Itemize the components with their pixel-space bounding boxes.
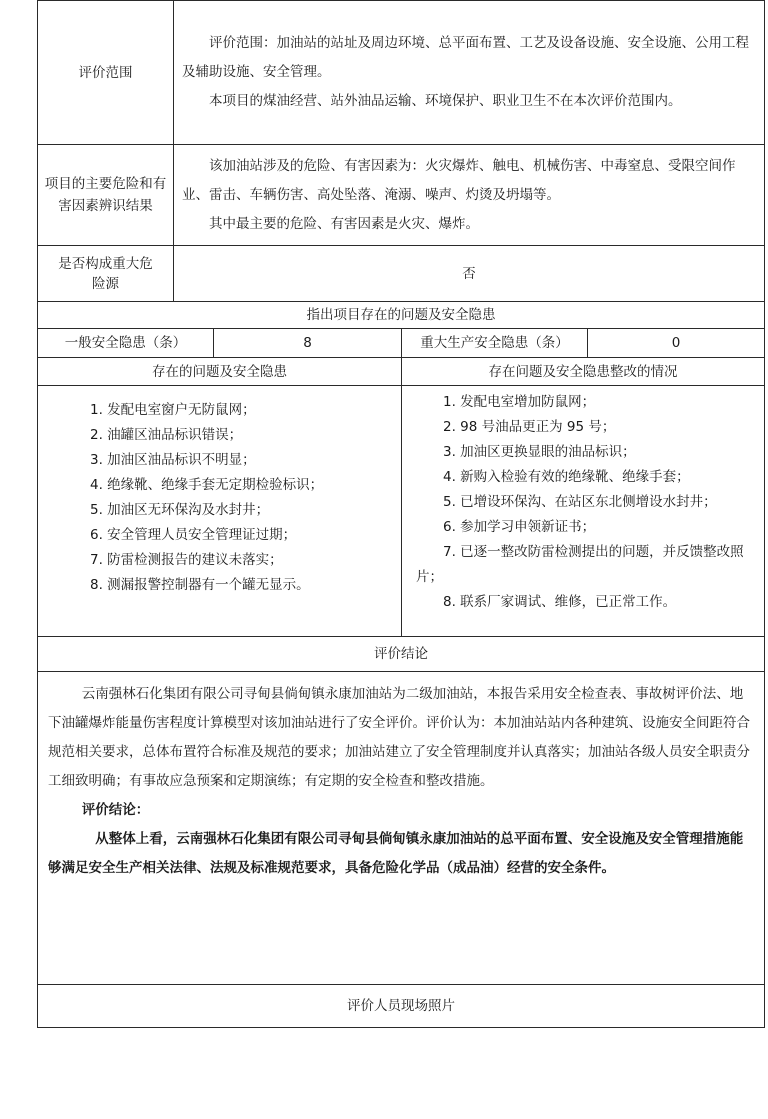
issues-header: 指出项目存在的问题及安全隐患 (38, 302, 765, 329)
list-item: 8. 联系厂家调试、维修，已正常工作。 (443, 594, 677, 610)
list-item: 6. 参加学习申领新证书； (443, 519, 596, 535)
general-hazard-count: 8 (214, 329, 402, 358)
conclusion-body: 云南强林石化集团有限公司寻甸县倘甸镇永康加油站为二级加油站，本报告采用安全检查表、事故树评价法、地下油罐爆炸能量伤害程度计算模型对该加油站进行了安全评价。评价认为：本加油站站内各种建筑、设施安全间距符合规范相关要求，总体布置符合标准及规范的要求；加油站建立了安全管理制度并认真落实；加油站各级人员安全职责分工细致明确；有事故应急预案和定期演练；有定期的安全检查和整改措施。 (48, 686, 750, 789)
hazards-paragraph: 其中最主要的危险、有害因素是火灾、爆炸。 (209, 215, 479, 232)
problems-list (38, 386, 401, 610)
fixes-list (402, 386, 764, 619)
list-item: 6. 安全管理人员安全管理证过期； (90, 527, 297, 543)
hazards-label: 项目的主要危险和有害因素辨识结果 (38, 145, 174, 246)
major-hazard-count: 0 (588, 329, 765, 358)
scope-cell (174, 1, 765, 145)
scope-label: 评价范围 (38, 1, 174, 145)
list-item: 7. 防雷检测报告的建议未落实； (90, 552, 283, 568)
general-hazard-label: 一般安全隐患（条） (38, 329, 214, 358)
evaluation-table (37, 0, 765, 1028)
scope-paragraph: 评价范围：加油站的站址及周边环境、总平面布置、工艺及设备设施、安全设施、公用工程及辅助设施、安全管理。 (182, 35, 749, 80)
list-item: 2. 98 号油品更正为 95 号； (443, 419, 616, 435)
conclusion-subheading: 评价结论： (81, 802, 150, 818)
list-item: 1. 发配电室窗户无防鼠网； (90, 402, 256, 418)
list-item: 2. 油罐区油品标识错误； (90, 427, 243, 443)
conclusion-header: 评价结论 (38, 637, 765, 672)
list-item: 3. 加油区油品标识不明显； (90, 452, 256, 468)
list-item: 5. 加油区无环保沟及水封井； (90, 502, 270, 518)
hazards-cell (174, 145, 765, 246)
major-hazard-label: 是否构成重大危险源 (38, 246, 174, 302)
conclusion-cell (38, 672, 765, 985)
list-item: 4. 新购入检验有效的绝缘靴、绝缘手套； (443, 469, 690, 485)
major-hazard-value: 否 (174, 246, 765, 302)
major-hazard-count-label: 重大生产安全隐患（条） (402, 329, 588, 358)
photos-header: 评价人员现场照片 (38, 985, 765, 1028)
conclusion-final: 从整体上看，云南强林石化集团有限公司寻甸县倘甸镇永康加油站的总平面布置、安全设施及安全管理措施能够满足安全生产相关法律、法规及标准规范要求，具备危险化学品（成品油）经营的安全条件。 (48, 831, 744, 876)
scope-paragraph: 本项目的煤油经营、站外油品运输、环境保护、职业卫生不在本次评价范围内。 (209, 93, 682, 109)
fixes-cell (402, 386, 765, 637)
problems-cell (38, 386, 402, 637)
problems-header: 存在的问题及安全隐患 (38, 358, 402, 386)
list-item: 5. 已增设环保沟、在站区东北侧增设水封井； (443, 494, 717, 510)
fixes-header: 存在问题及安全隐患整改的情况 (402, 358, 765, 386)
list-item: 1. 发配电室增加防鼠网； (443, 394, 596, 410)
list-item: 8. 测漏报警控制器有一个罐无显示。 (90, 577, 310, 593)
hazards-paragraph: 该加油站涉及的危险、有害因素为：火灾爆炸、触电、机械伤害、中毒窒息、受限空间作业、雷击、车辆伤害、高处坠落、淹溺、噪声、灼烫及坍塌等。 (182, 157, 736, 203)
list-item: 3. 加油区更换显眼的油品标识； (443, 444, 636, 460)
list-item: 4. 绝缘靴、绝缘手套无定期检验标识； (90, 477, 324, 493)
list-item: 7. 已逐一整改防雷检测提出的问题，并反馈整改照片； (416, 544, 744, 585)
